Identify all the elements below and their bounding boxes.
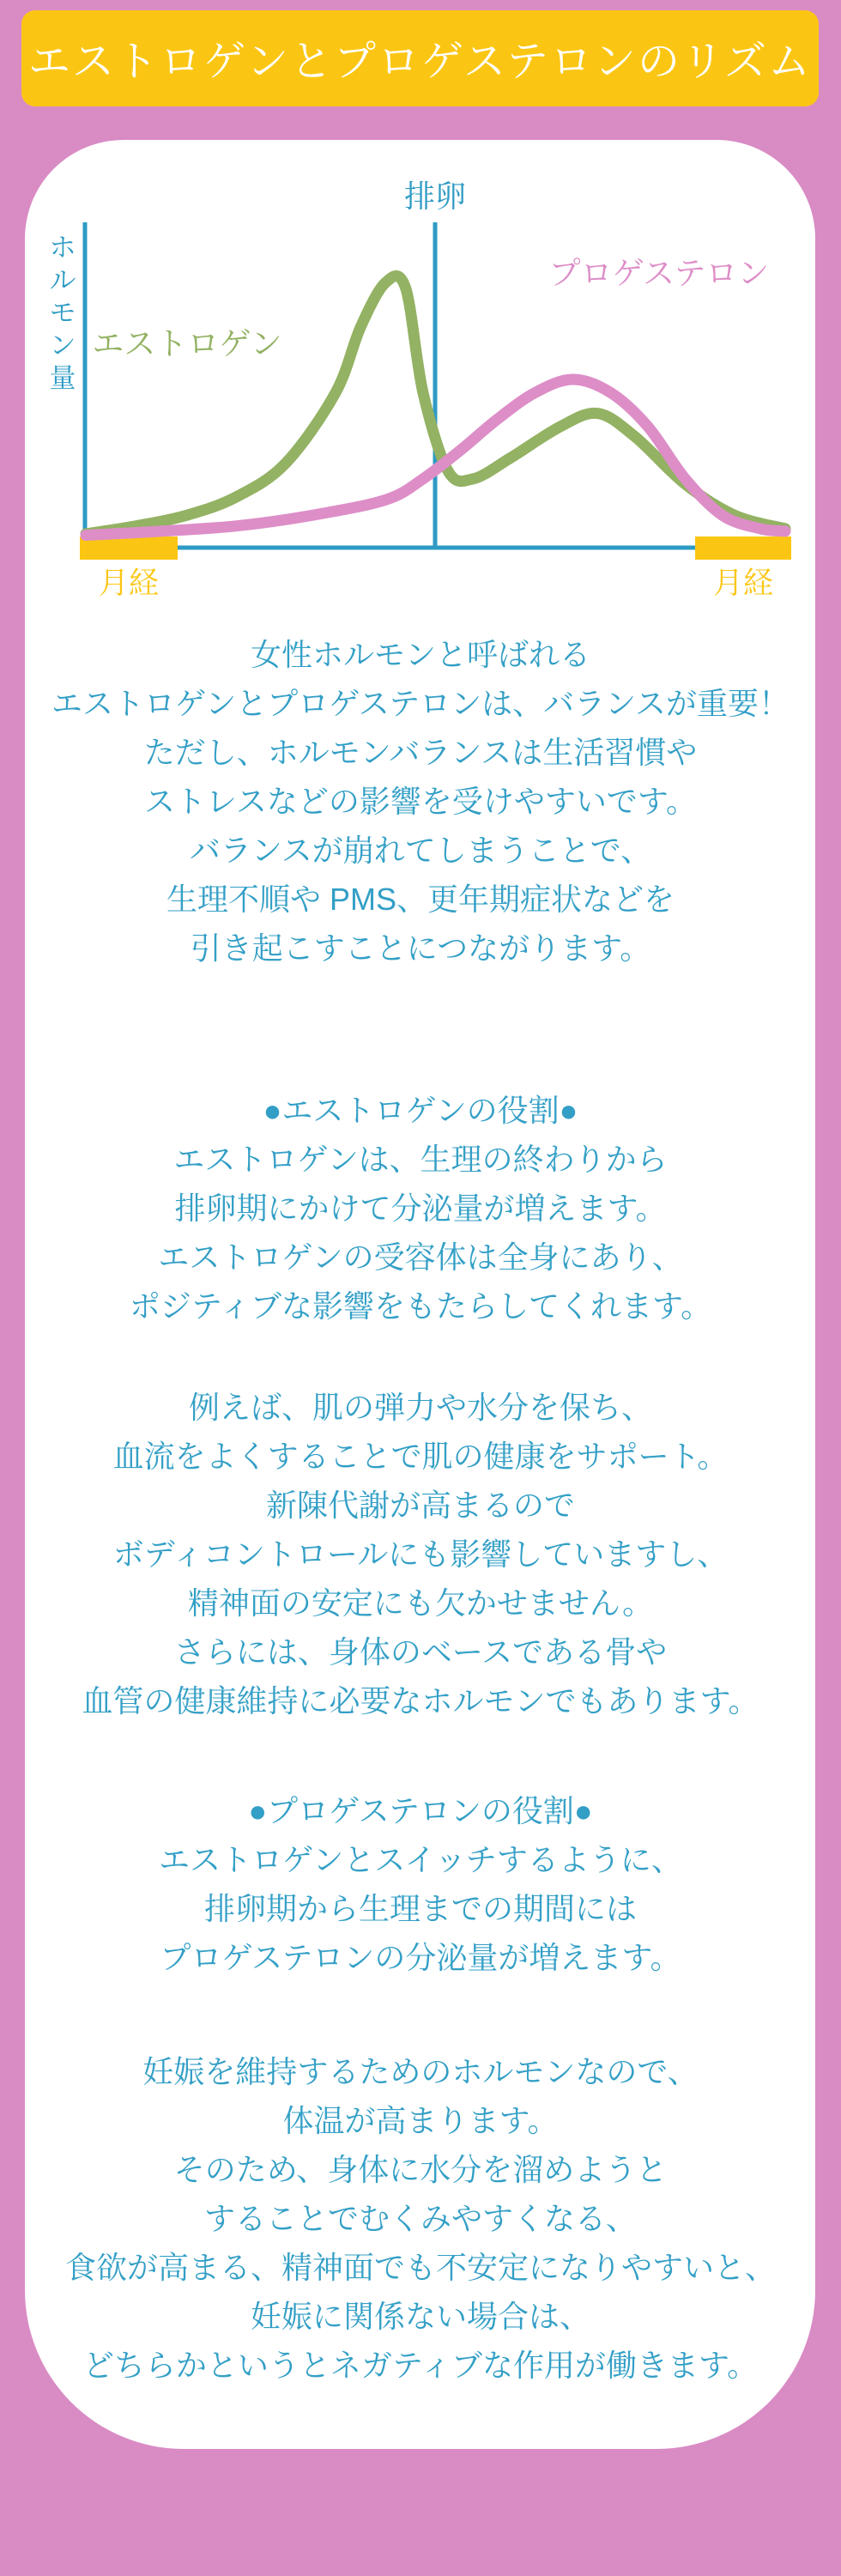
- text-line: 食欲が高まる、精神面でも不安定になりやすいと、: [64, 2250, 776, 2285]
- title-banner: [21, 10, 819, 106]
- estrogen-effects-paragraph: [26, 1383, 815, 1725]
- y-axis-label-char: 量: [49, 363, 76, 393]
- y-axis-label-char: モ: [49, 298, 76, 328]
- ovulation-label: 排卵: [403, 179, 467, 214]
- page-title: エストロゲンとプロゲステロンのリズム: [27, 39, 813, 85]
- text-line: プロゲステロンの分泌量が増えます。: [160, 1940, 681, 1975]
- estrogen-role-paragraph: [26, 1086, 815, 1330]
- text-line: さらには、身体のベースである骨や: [173, 1634, 668, 1670]
- text-line: ボディコントロールにも影響していますし、: [112, 1537, 729, 1572]
- y-axis-label-char: ホ: [49, 233, 76, 263]
- y-axis-label: [50, 233, 76, 393]
- text-line: どちらかというとネガティブな作用が働きます。: [82, 2348, 759, 2383]
- text-line: 妊娠を維持するためのホルモンなので、: [142, 2054, 699, 2089]
- hormone-cycle-chart: [25, 140, 815, 633]
- text-line: バランスが崩れてしまうことで、: [189, 833, 652, 868]
- text-line: ただし、ホルモンバランスは生活習慣や: [143, 735, 698, 770]
- menstruation-label-left: 月経: [98, 567, 160, 600]
- text-line: 体温が高まります。: [282, 2103, 559, 2138]
- text-line: 妊娠に関係ない場合は、: [250, 2299, 590, 2334]
- menstruation-bar-right: [695, 536, 791, 560]
- text-line: ストレスなどの影響を受けやすいです。: [143, 784, 698, 819]
- menstruation-label-right: 月経: [712, 567, 774, 600]
- intro-paragraph: [26, 630, 815, 973]
- text-line: 引き起こすことにつながります。: [190, 930, 651, 966]
- text-line: することでむくみやすくなる、: [203, 2201, 637, 2236]
- text-line: エストロゲンとプロゲステロンは、バランスが重要！: [51, 686, 790, 721]
- text-line: 女性ホルモンと呼ばれる: [250, 637, 590, 672]
- progesterone-effects-paragraph: [26, 2047, 815, 2390]
- text-line: 血管の健康維持に必要なホルモンでもあります。: [82, 1683, 759, 1718]
- text-line: エストロゲンとスイッチするように、: [159, 1842, 682, 1877]
- text-line: 例えば、肌の弾力や水分を保ち、: [188, 1390, 652, 1425]
- text-line: 排卵期から生理までの期間には: [203, 1891, 637, 1926]
- text-line: ●プロゲステロンの役割●: [248, 1793, 593, 1828]
- text-line: ●エストロゲンの役割●: [263, 1093, 578, 1128]
- progesterone-role-paragraph: [26, 1786, 815, 1982]
- text-line: そのため、身体に水分を溜めようと: [173, 2152, 668, 2187]
- text-line: 血流をよくすることで肌の健康をサポート。: [112, 1439, 729, 1474]
- text-line: エストロゲンは、生理の終わりから: [173, 1142, 668, 1177]
- text-line: 新陳代謝が高まるので: [265, 1488, 575, 1523]
- y-axis-label-char: ル: [49, 265, 76, 295]
- y-axis-label-char: ン: [49, 330, 76, 361]
- text-line: 精神面の安定にも欠かせません。: [187, 1585, 654, 1621]
- progesterone-label: プロゲステロン: [548, 256, 770, 291]
- text-line: 排卵期にかけて分泌量が増えます。: [174, 1191, 667, 1226]
- text-line: 生理不順や PMS、更年期症状などを: [166, 882, 675, 917]
- estrogen-label: エストロゲン: [92, 326, 282, 361]
- text-line: ポジティブな影響をもたらしてくれます。: [129, 1288, 712, 1324]
- text-line: エストロゲンの受容体は全身にあり、: [158, 1240, 683, 1275]
